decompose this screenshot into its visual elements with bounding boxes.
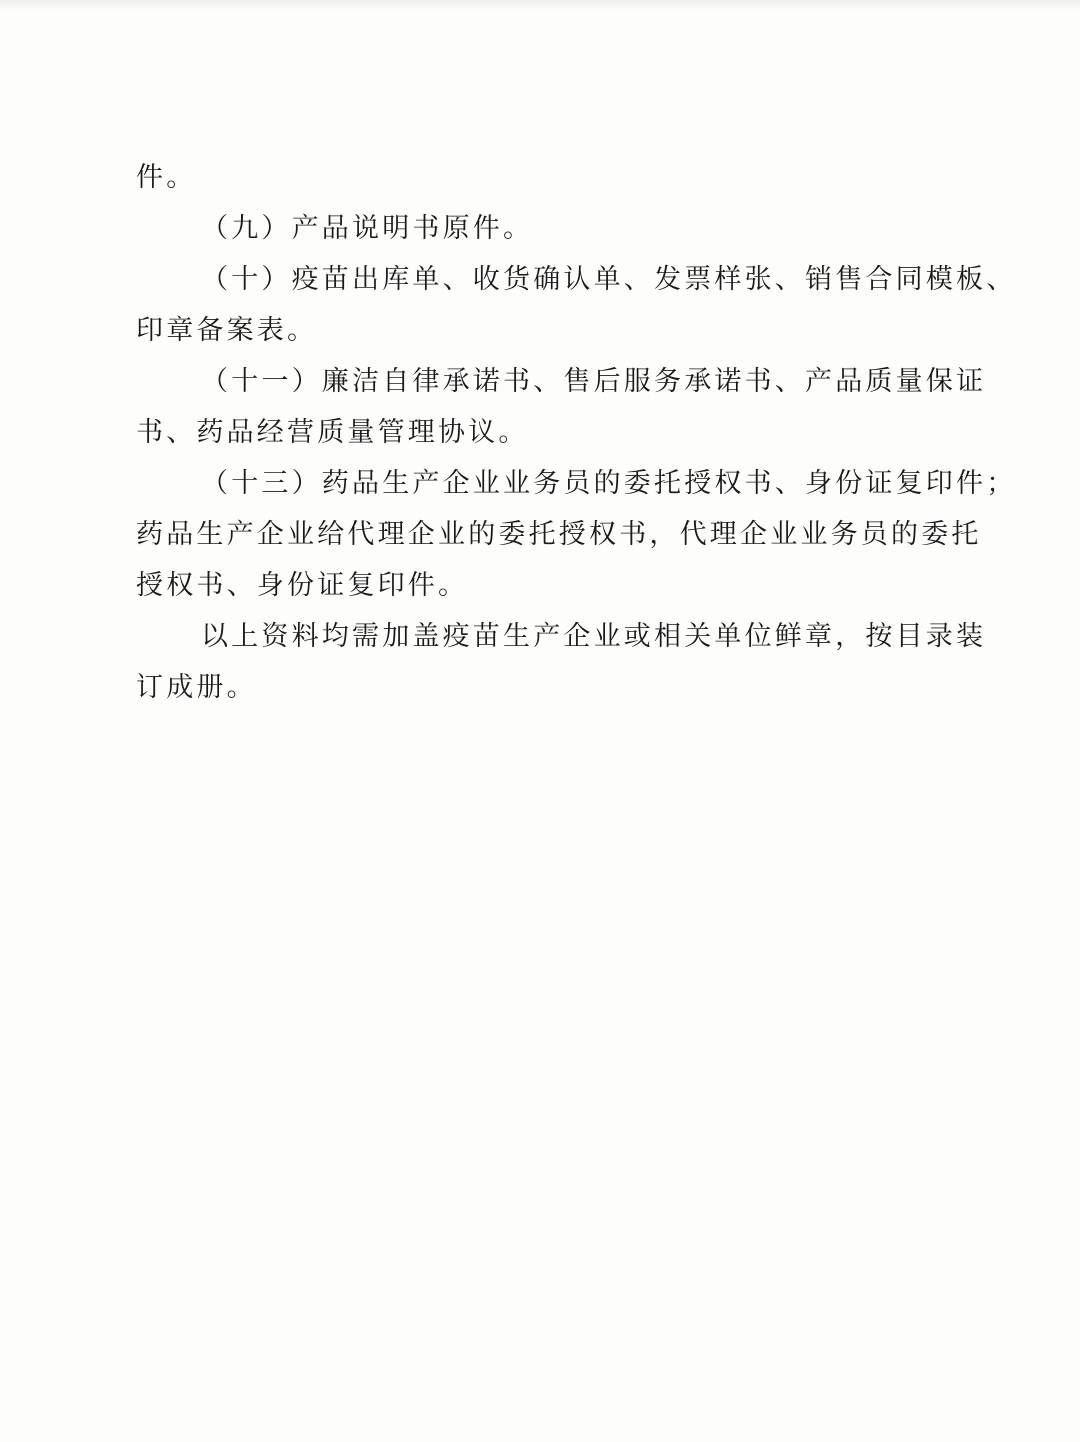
document-body [136,152,1017,713]
scan-edge-shadow [0,0,1080,10]
text-line-closing-note: 以上资料均需加盖疫苗生产企业或相关单位鲜章，按目录装 [201,621,987,652]
text-line-item-13: （十三）药品生产企业业务员的委托授权书、身份证复印件； [201,468,1017,499]
text-line-closing-note-cont: 订成册。 [136,672,257,703]
text-line-item-10: （十）疫苗出库单、收货确认单、发票样张、销售合同模板、 [201,264,1017,295]
text-line-item-9: （九）产品说明书原件。 [201,213,534,244]
text-line-item-11-cont: 书、药品经营质量管理协议。 [136,417,529,448]
text-line-continuation: 件。 [136,162,197,193]
text-line-item-11: （十一）廉洁自律承诺书、售后服务承诺书、产品质量保证 [201,366,987,397]
text-line-item-13-cont-1: 药品生产企业给代理企业的委托授权书，代理企业业务员的委托 [136,519,982,550]
text-line-item-13-cont-2: 授权书、身份证复印件。 [136,570,469,601]
text-line-item-10-cont: 印章备案表。 [136,315,318,346]
